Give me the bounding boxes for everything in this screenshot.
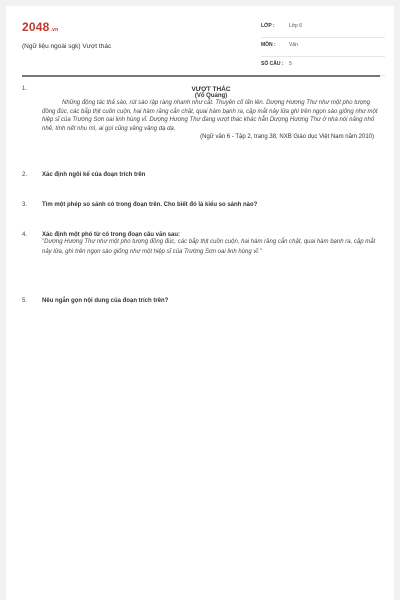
meta-value: Lớp 6 [289, 23, 303, 29]
question-number: 1. [22, 86, 28, 92]
question-number: 5. [22, 298, 28, 304]
worksheet-page [6, 6, 394, 600]
document-title: (Ngữ liệu ngoài sgk) Vượt thác [22, 43, 112, 50]
question-text: Xác định ngôi kể của đoạn trích trên [42, 172, 146, 178]
meta-row-question-count [261, 58, 385, 76]
site-logo[interactable] [22, 20, 58, 34]
header-divider [22, 75, 380, 77]
question-quote: "Dượng Hương Thư như một pho tượng đồng đúc, các bắp thịt cuồn cuộn, hai hàm răng cắn chặt, quai hàm bạnh ra, cặp mắt nảy lửa, ghì trên ngọn sào giống như một hiệp sĩ của Trường Sơn oai linh hùng vĩ." [42, 239, 376, 255]
passage-author: (Võ Quảng) [194, 93, 228, 99]
meta-label: MÔN : [261, 42, 276, 48]
meta-value: 5 [289, 61, 292, 67]
passage-title: VƯỢT THÁC [191, 86, 231, 93]
logo-text: 2048 [22, 20, 50, 34]
meta-row-class [261, 20, 385, 38]
meta-row-subject [261, 39, 385, 57]
question-number: 3. [22, 202, 28, 208]
passage-block [42, 86, 380, 140]
meta-table [261, 20, 385, 77]
logo-suffix: .vn [50, 27, 59, 33]
passage-text: Những động tác thả sào, rút sào rập ràng nhanh như cắt. Thuyền cố lấn lên. Dượng Hương Thư như một pho tượng đồng đúc, các bắp thịt cuồn cuộn, hai hàm răng cắn chặt, quai hàm bạnh ra, cặp mắt nảy lửa ghì trên ngọn sào giống như một hiệp sĩ của Trường Sơn oai linh hùng vĩ. Dượng Hương Thư đang vượt thác khác hẳn Dượng Hương Thư ở nhà nói năng nhỏ nhẻ, tính nết nhu mì, ai gọi cũng vâng vâng dạ dạ. [42, 100, 378, 132]
question-text: Tìm một phép so sánh có trong đoạn trên. Cho biết đó là kiểu so sánh nào? [42, 202, 258, 208]
question-text: Xác định một phó từ có trong đoạn câu văn sau: [42, 232, 181, 238]
question-number: 2. [22, 172, 28, 178]
question-body [42, 232, 380, 257]
meta-value: Văn [289, 42, 298, 48]
question-text: Nêu ngắn gọn nội dung của đoạn trích trên? [42, 298, 169, 304]
meta-label: LỚP : [261, 23, 275, 29]
meta-label: SỐ CÂU : [261, 61, 284, 67]
passage-source: (Ngữ văn 6 - Tập 2, trang 38, NXB Giáo dục Việt Nam năm 2010) [200, 134, 374, 140]
question-number: 4. [22, 232, 28, 238]
